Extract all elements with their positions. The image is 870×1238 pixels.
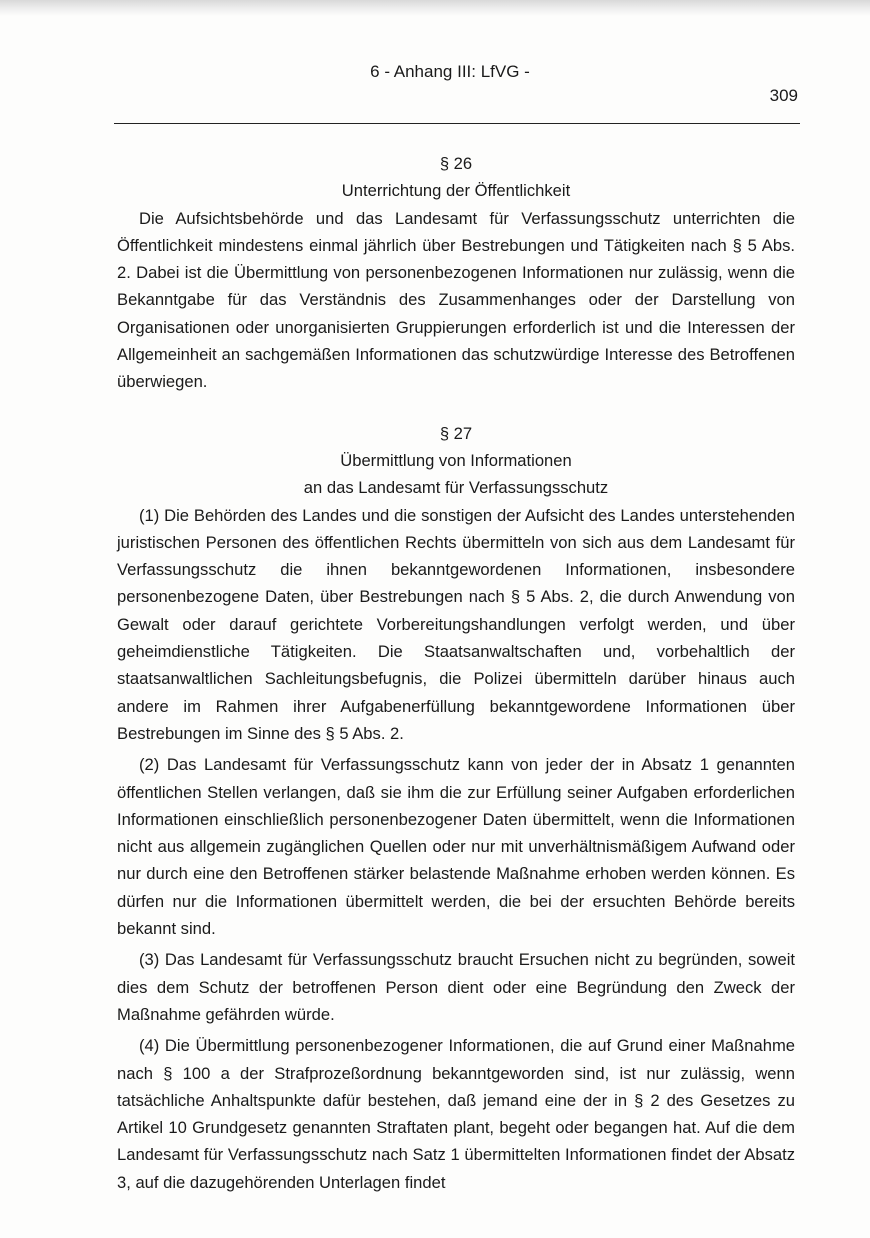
section-paragraph: Die Aufsichtsbehörde und das Landesamt für Verfassungsschutz unterrichten die Öffentlichkeit mindestens einmal jährlich über Bestrebungen und Tätigkeiten nach § 5 Abs. 2. Dabei ist die Übermittlung von personenbezogenen Informationen nur zulässig, wenn die Bekanntgabe für das Verständnis des Zusammenhanges oder der Darstellung von Organisationen oder unorganisierten Gruppierungen erforderlich ist und die Interessen der Allgemeinheit an sachgemäßen Informationen das schutzwürdige Interesse des Betroffenen überwiegen. xyxy=(117,208,795,392)
section-title-line-2: an das Landesamt für Verfassungsschutz xyxy=(303,478,609,498)
paragraph-absatz-1: (1) Die Behörden des Landes und die sonstigen der Aufsicht des Landes unterstehenden juristischen Personen des öffentlichen Rechts übermitteln von sich aus dem Landesamt für Verfassungsschutz die ihnen bekanntgewordenen Informationen, insbesondere personenbezogene Daten, über Bestrebungen nach § 5 Abs. 2, die durch Anwendung von Gewalt oder darauf gerichtete Vorbereitungshandlungen verfolgt werden, und über geheimdienstliche Tätigkeiten. Die Staatsanwaltschaften und, vorbehaltlich der staatsanwaltlichen Sachleitungsbefugnis, die Polizei übermitteln darüber hinaus auch andere im Rahmen ihrer Aufgabenerfüllung bekanntgewordene Informationen über Bestrebungen im Sinne des § 5 Abs. 2. xyxy=(117,505,795,743)
section-title: Unterrichtung der Öffentlichkeit xyxy=(341,181,571,201)
header-divider-rule xyxy=(114,123,800,124)
paragraph-absatz-3: (3) Das Landesamt für Verfassungsschutz braucht Ersuchen nicht zu begründen, soweit dies dem Schutz der betroffenen Person dient oder eine Begründung den Zweck der Maßnahme gefährden würde. xyxy=(117,950,795,1024)
paragraph-absatz-2: (2) Das Landesamt für Verfassungsschutz kann von jeder der in Absatz 1 genannten öffentlichen Stellen verlangen, daß sie ihm die zur Erfüllung seiner Aufgaben erforderlichen Informationen einschließlich personenbezogener Daten übermittelt, wenn die Informationen nicht aus allgemein zugänglichen Quellen oder nur mit unverhältnismäßigem Aufwand oder nur durch eine den Betroffenen stärker belastende Maßnahme erhoben werden können. Es dürfen nur die Informationen übermittelt werden, die bei der ersuchten Behörde bereits bekannt sind. xyxy=(117,755,795,939)
paragraph-absatz-4: (4) Die Übermittlung personenbezogener Informationen, die auf Grund einer Maßnahme nach § 100 a der Strafprozeßordnung bekanntgeworden sind, ist nur zulässig, wenn tatsächliche Anhaltspunkte dafür bestehen, daß jemand eine der in § 2 des Gesetzes zu Artikel 10 Grundgesetz genannten Straftaten plant, begeht oder begangen hat. Auf die dem Landesamt für Verfassungsschutz nach Satz 1 übermittelten Informationen findet der Absatz 3, auf die dazugehörenden Unterlagen findet xyxy=(117,1036,795,1192)
section-27 xyxy=(117,420,795,1196)
document-body xyxy=(117,150,795,1196)
section-26 xyxy=(117,150,795,396)
section-number: § 26 xyxy=(439,154,473,173)
scan-shadow-edge xyxy=(0,0,870,16)
page-number: 309 xyxy=(769,86,798,105)
running-header-title: 6 - Anhang III: LfVG - xyxy=(370,62,530,81)
section-title-line-1: Übermittlung von Informationen xyxy=(340,450,572,470)
section-number: § 27 xyxy=(439,423,473,443)
